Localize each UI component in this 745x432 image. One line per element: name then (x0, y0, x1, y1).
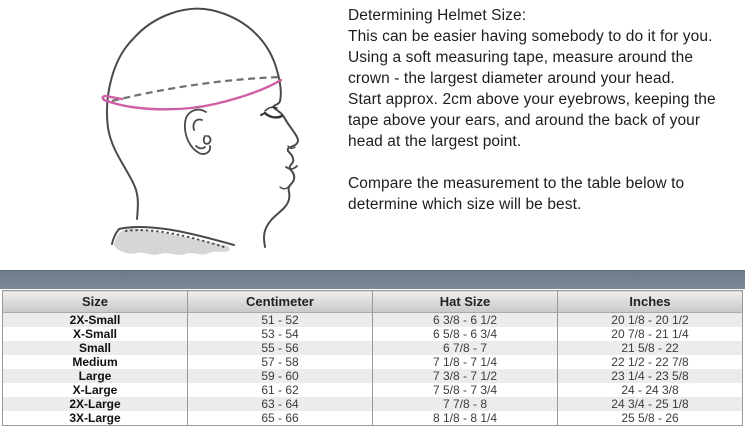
size-cell: Medium (72, 355, 118, 369)
value-cell: 6 5/8 - 6 3/4 (373, 327, 558, 341)
value-cell: 7 3/8 - 7 1/2 (373, 369, 558, 383)
size-table-body (3, 313, 743, 426)
size-cell: Small (78, 341, 111, 355)
instructions-text (348, 5, 716, 215)
size-cell: Large (78, 369, 112, 383)
table-row (3, 411, 743, 426)
value-cell: 8 1/8 - 8 1/4 (373, 411, 558, 426)
value-cell: 63 - 64 (188, 397, 373, 411)
value-cell: 57 - 58 (188, 355, 373, 369)
value-cell: 22 1/2 - 22 7/8 (558, 355, 743, 369)
instruction-paragraph: This can be easier having somebody to do it for you. (348, 28, 713, 45)
value-cell: 7 5/8 - 7 3/4 (373, 383, 558, 397)
size-table-header (3, 291, 743, 313)
table-row (3, 341, 743, 355)
value-cell: 61 - 62 (188, 383, 373, 397)
table-row (3, 355, 743, 369)
column-header-centimeter: Centimeter (188, 291, 373, 313)
column-header-size: Size (3, 291, 188, 313)
value-cell: 20 1/8 - 20 1/2 (558, 313, 743, 328)
size-cell: X-Small (72, 327, 117, 341)
value-cell: 7 7/8 - 8 (373, 397, 558, 411)
instruction-paragraph: Compare the measurement to the table below to determine which size will be best. (348, 175, 685, 213)
value-cell: 7 1/8 - 7 1/4 (373, 355, 558, 369)
table-row (3, 313, 743, 328)
column-header-hat-size: Hat Size (373, 291, 558, 313)
size-cell: 3X-Large (69, 411, 121, 425)
value-cell: 23 1/4 - 23 5/8 (558, 369, 743, 383)
section-divider-bar (0, 270, 745, 289)
size-cell: X-Large (72, 383, 118, 397)
head-measurement-illustration (0, 0, 345, 270)
size-cell: 2X-Large (69, 397, 121, 411)
column-header-inches: Inches (558, 291, 743, 313)
value-cell: 6 7/8 - 7 (373, 341, 558, 355)
table-row (3, 369, 743, 383)
value-cell: 51 - 52 (188, 313, 373, 328)
instructions-title: Determining Helmet Size: (348, 7, 527, 24)
value-cell: 20 7/8 - 21 1/4 (558, 327, 743, 341)
value-cell: 24 - 24 3/8 (558, 383, 743, 397)
value-cell: 65 - 66 (188, 411, 373, 426)
size-cell: 2X-Small (69, 313, 121, 327)
value-cell: 21 5/8 - 22 (558, 341, 743, 355)
table-row (3, 327, 743, 341)
instruction-paragraph: Start approx. 2cm above your eyebrows, keeping the tape above your ears, and around the back of your head at the largest point. (348, 91, 716, 150)
instruction-paragraph: Using a soft measuring tape, measure around the crown - the largest diameter around your head. (348, 49, 694, 87)
value-cell: 59 - 60 (188, 369, 373, 383)
value-cell: 55 - 56 (188, 341, 373, 355)
table-row (3, 397, 743, 411)
table-row (3, 383, 743, 397)
value-cell: 6 3/8 - 6 1/2 (373, 313, 558, 328)
value-cell: 25 5/8 - 26 (558, 411, 743, 426)
size-chart-table (2, 290, 743, 426)
value-cell: 53 - 54 (188, 327, 373, 341)
head-outline (107, 9, 298, 247)
value-cell: 24 3/4 - 25 1/8 (558, 397, 743, 411)
